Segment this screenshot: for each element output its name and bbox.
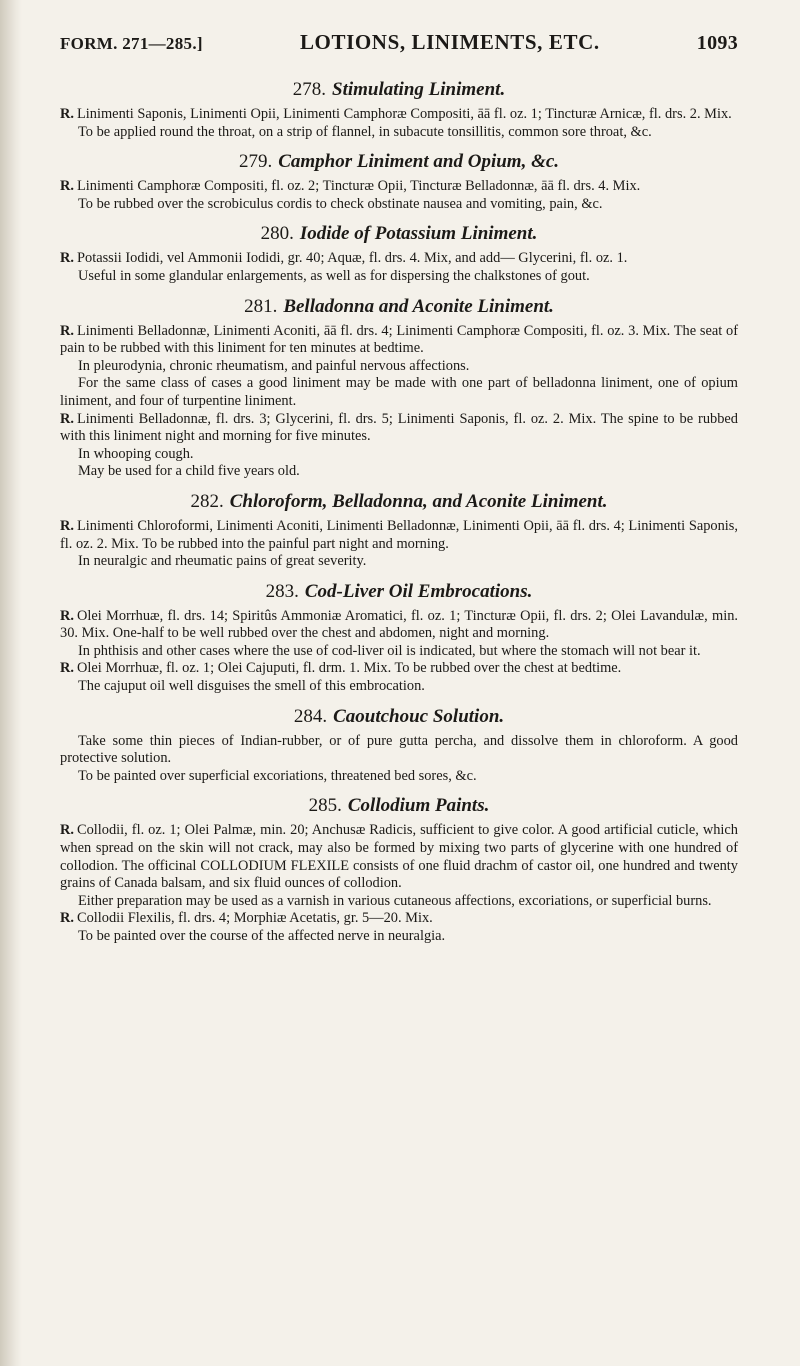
paragraph-text: Olei Morrhuæ, fl. drs. 14; Spiritûs Ammoniæ Aromatici, fl. oz. 1; Tincturæ Opii, fl. drs. 2; Olei Lavandulæ, min. 30. Mix. One-half to be well rubbed over the chest and abdomen, night and morning. <box>60 607 738 642</box>
paragraph-text: In whooping cough. <box>78 445 194 462</box>
paragraph-text: Collodii, fl. oz. 1; Olei Palmæ, min. 20; Anchusæ Radicis, sufficient to give color. A good artificial cuticle, which when spread on the skin will not crack, may also be formed by mixing two parts of glycerine with one hundred of collodion. The officinal COLLODIUM FLEXILE consists of one fluid drachm of castor oil, one hundred and twenty grains of Canada balsam, and six fluid ounces of collodion. <box>60 822 738 892</box>
usage-paragraph <box>60 446 738 464</box>
paragraph-text: The cajuput oil well disguises the smell of this embrocation. <box>78 678 425 695</box>
formula-title <box>60 151 738 173</box>
prescription-paragraph <box>60 910 738 928</box>
formula-title <box>60 79 738 101</box>
formula-name: Stimulating Liniment. <box>332 79 506 100</box>
formula-entry <box>60 296 738 481</box>
usage-paragraph <box>60 643 738 661</box>
usage-paragraph <box>60 733 738 768</box>
formula-number: 283. <box>265 580 299 602</box>
recipe-symbol: R. <box>60 250 74 267</box>
recipe-symbol: R. <box>60 607 74 624</box>
paragraph-text: Potassii Iodidi, vel Ammonii Iodidi, gr. 40; Aquæ, fl. drs. 4. Mix, and add— Glycerini, fl. oz. 1. <box>77 250 628 267</box>
header-page-number: 1093 <box>696 32 738 54</box>
usage-paragraph <box>60 196 738 214</box>
formula-title <box>60 223 738 245</box>
paragraph-text: Either preparation may be used as a varnish in various cutaneous affections, excoriations, or superficial burns. <box>78 892 712 909</box>
prescription-paragraph <box>60 660 738 678</box>
prescription-paragraph <box>60 822 738 892</box>
paragraph-text: Linimenti Belladonnæ, fl. drs. 3; Glycerini, fl. drs. 5; Linimenti Saponis, fl. oz. 2. Mix. The spine to be rubbed with this liniment night and morning for five minutes. <box>60 410 738 445</box>
recipe-symbol: R. <box>60 660 74 677</box>
paragraph-text: Useful in some glandular enlargements, as well as for dispersing the chalkstones of gout. <box>78 267 590 284</box>
usage-paragraph <box>60 893 738 911</box>
formula-entry <box>60 491 738 571</box>
formula-entry <box>60 581 738 696</box>
header-form-range: FORM. 271—285.] <box>60 34 203 53</box>
prescription-paragraph <box>60 106 738 124</box>
prescription-paragraph <box>60 608 738 643</box>
paragraph-text: For the same class of cases a good liniment may be made with one part of belladonna liniment, one of opium liniment, and four of turpentine liniment. <box>60 375 738 409</box>
prescription-paragraph <box>60 323 738 358</box>
formula-name: Chloroform, Belladonna, and Aconite Liniment. <box>229 490 608 512</box>
paragraph-text: To be rubbed over the scrobiculus cordis to check obstinate nausea and vomiting, pain, &c. <box>78 195 603 212</box>
recipe-symbol: R. <box>60 517 74 534</box>
paragraph-text: Linimenti Saponis, Linimenti Opii, Linimenti Camphoræ Compositi, āā fl. oz. 1; Tincturæ Arnicæ, fl. drs. 2. Mix. <box>77 106 732 122</box>
usage-paragraph <box>60 928 738 946</box>
recipe-symbol: R. <box>60 910 74 927</box>
usage-paragraph <box>60 678 738 696</box>
formula-number: 285. <box>308 795 342 817</box>
formula-entry <box>60 151 738 213</box>
prescription-paragraph <box>60 250 738 268</box>
recipe-symbol: R. <box>60 178 74 195</box>
formula-list <box>60 79 738 946</box>
formula-name: Collodium Paints. <box>347 795 490 817</box>
recipe-symbol: R. <box>60 822 74 839</box>
formula-title <box>60 296 738 318</box>
recipe-symbol: R. <box>60 322 74 339</box>
usage-paragraph <box>60 358 738 376</box>
page-binding-edge <box>0 0 22 1366</box>
formula-entry <box>60 223 738 285</box>
paragraph-text: To be painted over the course of the affected nerve in neuralgia. <box>78 928 446 944</box>
formula-number: 279. <box>238 151 273 173</box>
formula-title <box>60 706 738 728</box>
formula-title <box>60 795 738 817</box>
header-chapter-title: LOTIONS, LINIMENTS, ETC. <box>299 30 600 54</box>
formula-name: Caoutchouc Solution. <box>333 705 505 727</box>
formula-number: 281. <box>244 295 278 317</box>
paragraph-text: In neuralgic and rheumatic pains of great severity. <box>78 553 367 570</box>
paragraph-text: Collodii Flexilis, fl. drs. 4; Morphiæ Acetatis, gr. 5—20. Mix. <box>77 910 433 927</box>
usage-paragraph <box>60 124 738 142</box>
running-head <box>60 30 738 55</box>
usage-paragraph <box>60 463 738 481</box>
paragraph-text: In phthisis and other cases where the use of cod-liver oil is indicated, but where the stomach will not bear it. <box>78 642 701 659</box>
formula-title <box>60 581 738 603</box>
formula-number: 284. <box>293 705 328 727</box>
formula-title <box>60 491 738 513</box>
paragraph-text: Olei Morrhuæ, fl. oz. 1; Olei Cajuputi, fl. drm. 1. Mix. To be rubbed over the chest at bedtime. <box>77 660 622 677</box>
paragraph-text: To be painted over superficial excoriations, threatened bed sores, &c. <box>78 767 477 784</box>
recipe-symbol: R. <box>60 410 74 427</box>
prescription-paragraph <box>60 411 738 446</box>
formula-name: Belladonna and Aconite Liniment. <box>283 295 554 317</box>
formula-name: Cod-Liver Oil Embrocations. <box>304 580 533 602</box>
usage-paragraph <box>60 553 738 571</box>
usage-paragraph <box>60 768 738 786</box>
paragraph-text: In pleurodynia, chronic rheumatism, and painful nervous affections. <box>78 357 470 374</box>
prescription-paragraph <box>60 518 738 553</box>
formula-number: 282. <box>190 490 224 512</box>
paragraph-text: Take some thin pieces of Indian-rubber, or of pure gutta percha, and dissolve them in chloroform. A good protective solution. <box>60 732 738 767</box>
paragraph-text: To be applied round the throat, on a strip of flannel, in subacute tonsillitis, common sore throat, &c. <box>78 123 652 140</box>
formula-entry <box>60 795 738 945</box>
prescription-paragraph <box>60 178 738 196</box>
paragraph-text: Linimenti Belladonnæ, Linimenti Aconiti, āā fl. drs. 4; Linimenti Camphoræ Compositi, fl. oz. 3. Mix. The seat of pain to be rubbed with this liniment for ten minutes at bedtime. <box>60 322 738 357</box>
formula-name: Camphor Liniment and Opium, &c. <box>278 151 560 173</box>
formula-name: Iodide of Potassium Liniment. <box>299 223 538 245</box>
paragraph-text: Linimenti Chloroformi, Linimenti Aconiti, Linimenti Belladonnæ, Linimenti Opii, āā fl. drs. 4; Linimenti Saponis, fl. oz. 2. Mix. To be rubbed into the painful part night and morning. <box>60 517 738 552</box>
formula-entry <box>60 706 738 786</box>
recipe-symbol: R. <box>60 106 74 122</box>
formula-entry <box>60 79 738 141</box>
formula-number: 280. <box>260 223 294 245</box>
paragraph-text: Linimenti Camphoræ Compositi, fl. oz. 2; Tincturæ Opii, Tincturæ Belladonnæ, āā fl. drs. 4. Mix. <box>77 178 641 195</box>
formula-number: 278. <box>292 79 327 100</box>
paragraph-text: May be used for a child five years old. <box>78 463 300 480</box>
usage-paragraph <box>60 268 738 286</box>
usage-paragraph <box>60 375 738 410</box>
